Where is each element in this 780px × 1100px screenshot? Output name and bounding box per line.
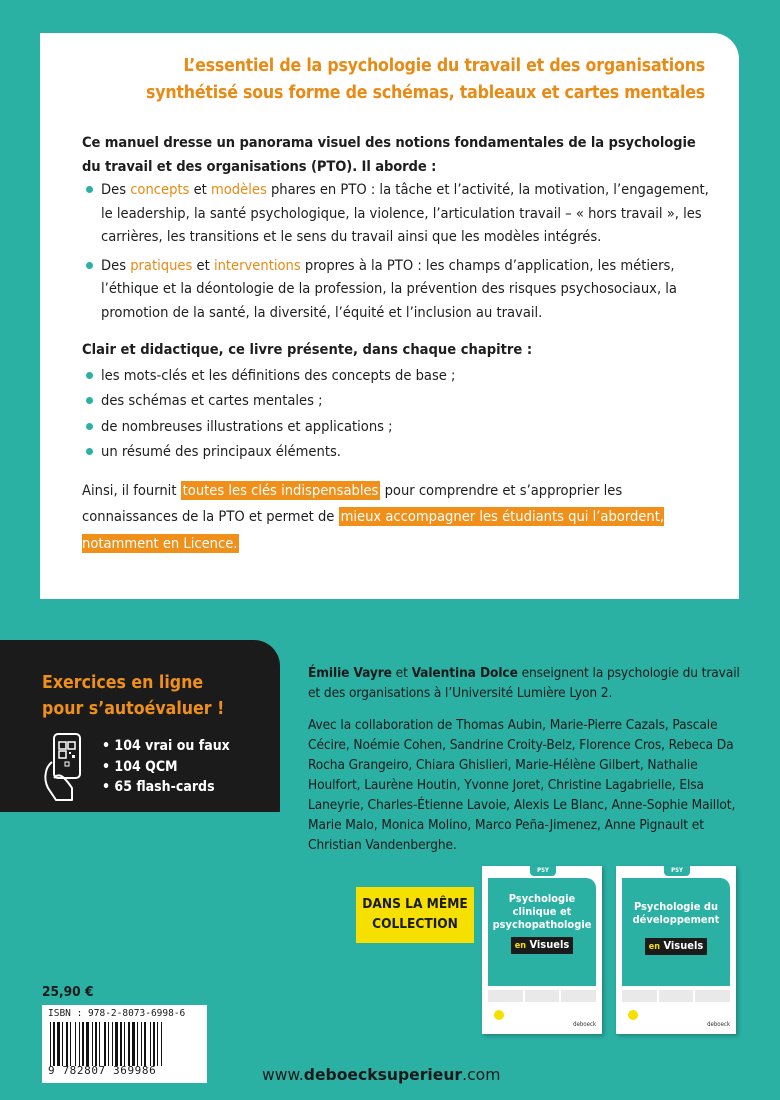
list-item: • 65 flash-cards [102, 779, 215, 795]
list-item: • 104 vrai ou faux [102, 738, 230, 754]
bullet-dot-icon [86, 448, 93, 455]
conclusion-text: Ainsi, il fournit toutes les clés indispensables pour comprendre et s’approprier les connaissances de la PTO et permet de mieux accompagner les étudiants qui l’abordent, notamment en Licence. [82, 481, 665, 552]
list-item: un résumé des principaux éléments. [101, 440, 709, 464]
online-stats-list [102, 736, 230, 806]
authors-block [308, 663, 748, 855]
keyword: modèles [210, 181, 267, 198]
keyword: pratiques [130, 256, 193, 274]
highlight: mieux accompagner les étudiants qui l’abordent, notamment en Licence. [82, 508, 665, 552]
website-link[interactable]: www.deboecksuperieur.com [262, 1066, 501, 1084]
badge-dot-icon [628, 1010, 638, 1020]
book-title: Psychologie clinique et psychopathologie [492, 892, 592, 931]
list-item: de nombreuses illustrations et applications ; [101, 415, 709, 439]
phone-qr-icon [42, 732, 88, 806]
features-heading: Clair et didactique, ce livre présente, dans chaque chapitre : [82, 341, 533, 358]
barcode-icon [48, 1022, 200, 1066]
publisher-logo: deboeck [707, 1021, 730, 1028]
authors-collaboration: Avec la collaboration de Thomas Aubin, Marie-Pierre Cazals, Pascale Cécire, Noémie Cohen, Sandrine Croity-Belz, Florence Cros, Rebeca Da Rocha Grangeiro, Chiara Ghislieri, Marie-Hélène Gilbert, Nathalie Houlfort, Laurène Houtin, Yvonne Joret, Christine Lagabrielle, Elsa Laneyrie, Charles-Étienne Lavoie, Alexis Le Blanc, Anne-Sophie Maillot, Marie Malo, Monica Molino, Marco Peña-Jimenez, Anne Pignault et Christian Vandenberghe. [308, 717, 736, 853]
book-thumbnail[interactable] [482, 866, 602, 1034]
features-list [101, 364, 709, 464]
barcode-digits: 9 782807 369986 [48, 1064, 157, 1077]
intro-text: Ce manuel dresse un panorama visuel des notions fondamentales de la psychologie du travail et des organisations (PTO). Il aborde : [82, 134, 696, 175]
collection-label: DANS LA MÊME COLLECTION [356, 887, 474, 943]
price: 25,90 € [42, 984, 94, 1000]
headline-line1: L’essentiel de la psychologie du travail et des organisations [183, 56, 705, 76]
summary-panel [40, 33, 739, 599]
list-item: les mots-clés et les définitions des concepts de base ; [101, 364, 709, 388]
keyword: interventions [213, 256, 301, 274]
bullet-dot-icon [86, 423, 93, 430]
book-badge: en Visuels [511, 937, 574, 954]
barcode [42, 1005, 207, 1083]
online-exercises-box [0, 640, 280, 812]
series-tag: PSY [530, 866, 556, 876]
bullet-dot-icon [86, 186, 93, 193]
badge-dot-icon [494, 1010, 504, 1020]
bullet-dot-icon [86, 372, 93, 379]
list-item: • 104 QCM [102, 758, 178, 775]
series-tag: PSY [664, 866, 690, 876]
bullet-dot-icon [86, 397, 93, 404]
bullet-dot-icon [86, 262, 93, 269]
keyword: concepts [130, 181, 190, 198]
publisher-logo: deboeck [573, 1021, 596, 1028]
online-title: Exercices en ligne pour s’autoévaluer ! [42, 673, 225, 719]
isbn: ISBN : 978-2-8073-6998-6 [48, 1008, 186, 1019]
list-item: des schémas et cartes mentales ; [101, 389, 709, 413]
authors-main: Émilie Vayre et Valentina Dolce enseignent la psychologie du travail et des organisations à l’Université Lumière Lyon 2. [308, 665, 740, 701]
topics-list [101, 178, 709, 324]
book-title: Psychologie du développement [632, 900, 720, 926]
list-item: Des pratiques et interventions propres à la PTO : les champs d’application, les métiers, l’éthique et la déontologie de la profession, la prévention des risques psychosociaux, la promotion de la santé, la diversité, l’équité et l’inclusion au travail. [101, 254, 709, 325]
highlight: toutes les clés indispensables [182, 481, 379, 499]
list-item: Des concepts et modèles phares en PTO : la tâche et l’activité, la motivation, l’engagement, le leadership, la santé psychologique, la violence, l’articulation travail – « hors travail », les carrières, les transitions et le sens du travail ainsi que les modèles intégrés. [101, 178, 709, 249]
book-badge: en Visuels [645, 938, 708, 955]
headline [82, 53, 709, 107]
book-thumbnail[interactable] [616, 866, 736, 1034]
headline-line2: synthétisé sous forme de schémas, tableaux et cartes mentales [145, 83, 705, 103]
